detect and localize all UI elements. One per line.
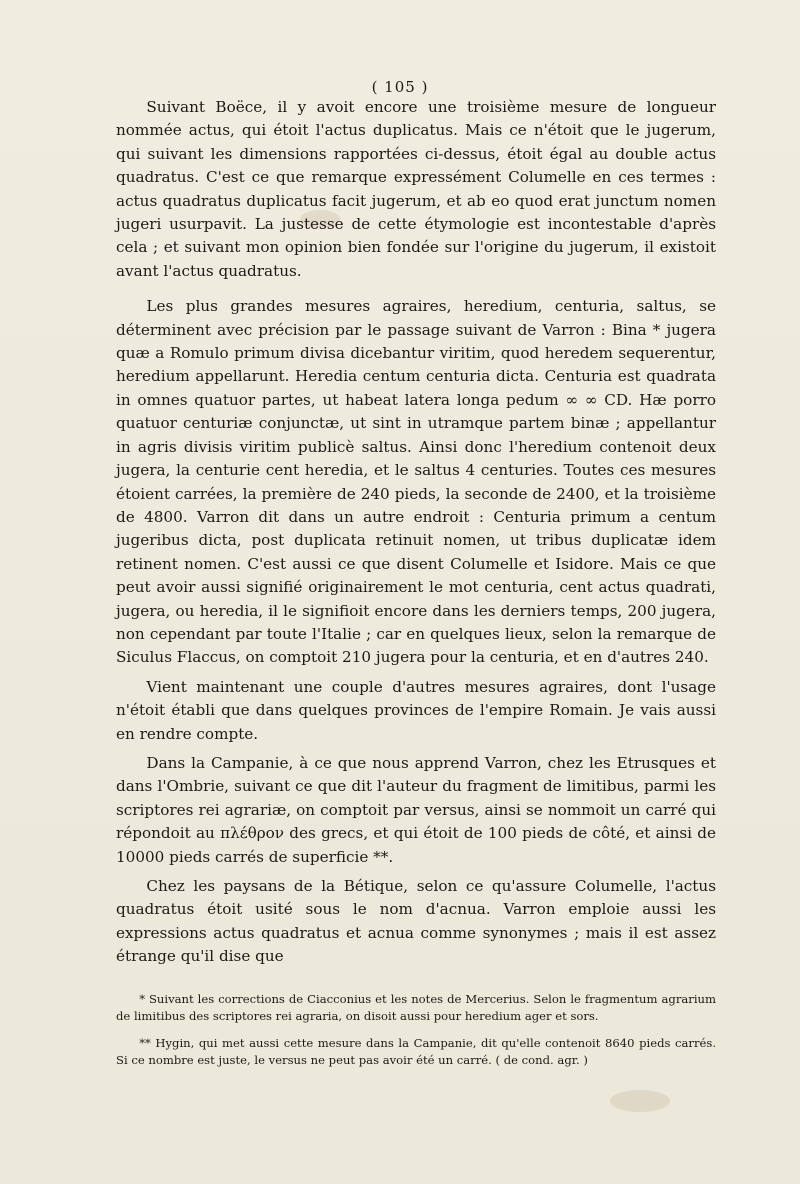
- main-text: [116, 96, 716, 1069]
- page-number: ( 105 ): [371, 78, 429, 96]
- paragraph: Dans la Campanie, à ce que nous apprend Varron, chez les Etrusques et dans l'Ombrie, suivant ce que dit l'auteur du fragment de limitibus, parmi les scriptores rei agrariæ, on comptoit par versus, ainsi se nommoit un carré qui répondoit au πλέθρον des grecs, et qui étoit de 100 pieds de côté, et ainsi de 10000 pieds carrés de superficie **.: [116, 753, 716, 866]
- footnote: ** Hygin, qui met aussi cette mesure dans la Campanie, dit qu'elle contenoit 8640 pieds carrés. Si ce nombre est juste, le versus ne peut pas avoir été un carré. ( de cond. agr. ): [116, 1035, 716, 1067]
- paragraph: Vient maintenant une couple d'autres mesures agraires, dont l'usage n'étoit établi que dans quelques provinces de l'empire Romain. Je vais aussi en rendre compte.: [116, 677, 716, 743]
- paper-stain: [610, 1090, 670, 1112]
- footnotes: [116, 991, 716, 1069]
- footnote: * Suivant les corrections de Ciacconius et les notes de Mercerius. Selon le fragmentum agrarium de limitibus des scriptores rei agraria, on disoit aussi pour heredium ager et sors.: [116, 991, 716, 1023]
- paragraph: Les plus grandes mesures agraires, heredium, centuria, saltus, se déterminent avec précision par le passage suivant de Varron : Bina * jugera quæ a Romulo primum divisa dicebantur viritim, quod heredem sequerentur, heredium appellarunt. Heredia centum centuria dicta. Centuria est quadrata in omnes quatuor partes, ut habeat latera longa pedum ∞ ∞ CD. Hæ porro quatuor centuriæ conjunctæ, ut sint in utramque partem binæ ; appellantur in agris divisis viritim publicè saltus. Ainsi donc l'heredium contenoit deux jugera, la centurie cent heredia, et le saltus 4 centuries. Toutes ces mesures étoient carrées, la première de 240 pieds, la seconde de 2400, et la troisième de 4800. Varron dit dans un autre endroit : Centuria primum a centum jugeribus dicta, post duplicata retinuit nomen, ut tribus duplicatæ idem retinent nomen. C'est aussi ce que disent Columelle et Isidore. Mais ce que peut avoir aussi signifié originairement le mot centuria, cent actus quadrati, jugera, ou heredia, il le signifioit encore dans les derniers temps, 200 jugera, non cependant par toute l'Italie ; car en quelques lieux, selon la remarque de Siculus Flaccus, on comptoit 210 jugera pour la centuria, et en d'autres 240.: [116, 297, 716, 667]
- paragraph: Chez les paysans de la Bétique, selon ce qu'assure Columelle, l'actus quadratus étoit usité sous le nom d'acnua. Varron emploie aussi les expressions actus quadratus et acnua comme synonymes ; mais il est assez étrange qu'il dise que: [116, 877, 716, 966]
- paragraph: Suivant Boëce, il y avoit encore une troisième mesure de longueur nommée actus, qui étoit l'actus duplicatus. Mais ce n'étoit que le jugerum, qui suivant les dimensions rapportées ci-dessus, étoit égal au double actus quadratus. C'est ce que remarque expressément Columelle en ces termes : actus quadratus duplicatus facit jugerum, et ab eo quod erat junctum nomen jugeri usurpavit. La justesse de cette étymologie est incontestable d'après cela ; et suivant mon opinion bien fondée sur l'origine du jugerum, il existoit avant l'actus quadratus.: [116, 98, 716, 280]
